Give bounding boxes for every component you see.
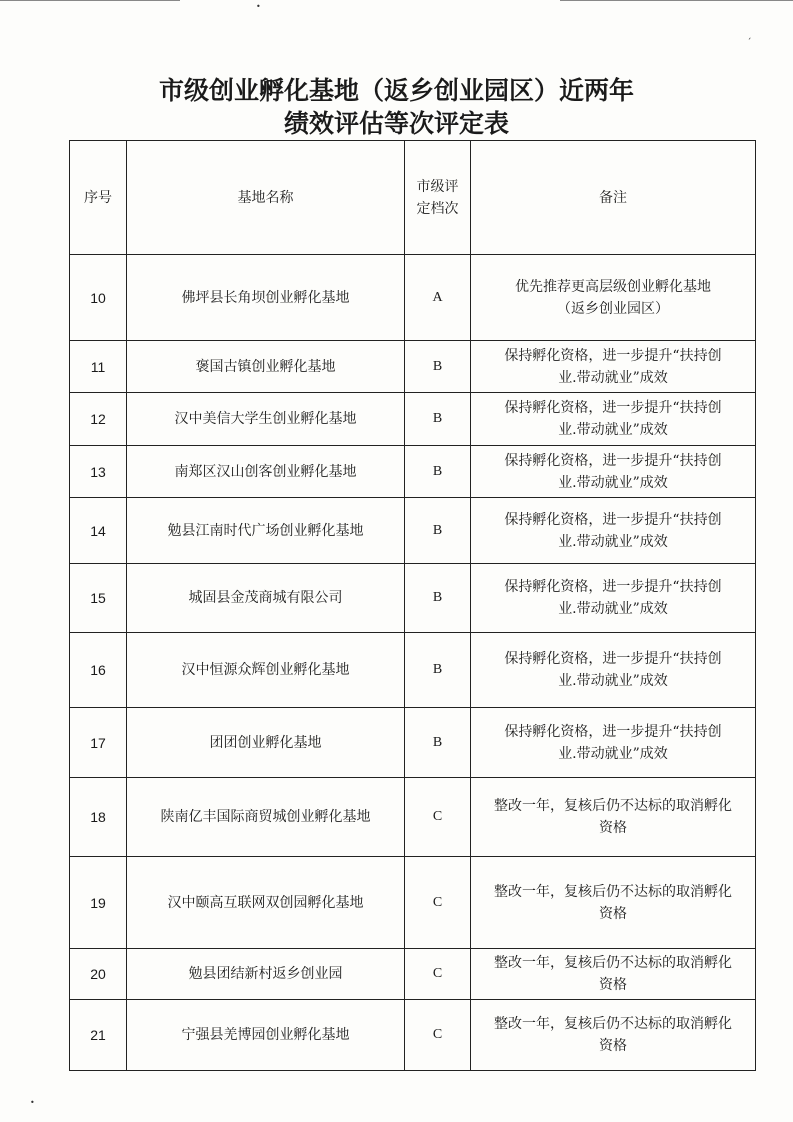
cell-level: B (405, 498, 471, 564)
cell-no: 16 (70, 633, 127, 708)
note-line2: 业.带动就业”成效 (558, 422, 668, 438)
note-line2: 业.带动就业”成效 (558, 474, 668, 491)
cell-name: 勉县团结新村返乡创业园 (127, 949, 405, 1000)
note-line1: 保持孵化资格，进一步提升“扶持创 (504, 651, 722, 667)
table-row (70, 708, 756, 778)
note-line2: 资格 (599, 977, 627, 993)
cell-note (471, 255, 756, 341)
cell-level: C (405, 857, 471, 949)
note-line1: 整改一年，复核后仍不达标的取消孵化 (494, 798, 732, 814)
cell-note (471, 949, 756, 1000)
page-title-line1: 市级创业孵化基地（返乡创业园区）近两年 (158, 76, 634, 105)
table-row (70, 1000, 756, 1071)
note-line1: 保持孵化资格，进一步提升“扶持创 (504, 452, 722, 469)
cell-no: 18 (70, 778, 127, 857)
cell-no: 10 (70, 255, 127, 341)
scan-speck: • (256, 2, 261, 11)
note-line2: （返乡创业园区） (557, 300, 669, 317)
cell-no: 14 (70, 498, 127, 564)
header-level-line1: 市级评 (416, 178, 459, 195)
scan-edge-line (0, 0, 180, 1)
note-line2: 资格 (599, 820, 627, 836)
cell-level: A (405, 255, 471, 341)
cell-no: 21 (70, 1000, 127, 1071)
scan-speck: ˊ (747, 38, 752, 48)
cell-level: B (405, 633, 471, 708)
note-line2: 业.带动就业”成效 (558, 601, 668, 617)
note-line1: 保持孵化资格，进一步提升“扶持创 (504, 400, 722, 416)
header-no: 序号 (70, 141, 127, 255)
table-row (70, 633, 756, 708)
cell-name: 汉中恒源众辉创业孵化基地 (127, 633, 405, 708)
header-level (405, 141, 471, 255)
note-line1: 整改一年，复核后仍不达标的取消孵化 (494, 1016, 732, 1032)
cell-level: B (405, 564, 471, 633)
cell-name: 南郑区汉山创客创业孵化基地 (127, 446, 405, 498)
note-line1: 整改一年，复核后仍不达标的取消孵化 (494, 883, 732, 900)
table-row (70, 498, 756, 564)
cell-name: 宁强县羌博园创业孵化基地 (127, 1000, 405, 1071)
note-line1: 保持孵化资格，进一步提升“扶持创 (504, 511, 722, 528)
cell-name: 陕南亿丰国际商贸城创业孵化基地 (127, 778, 405, 857)
note-line2: 资格 (599, 1038, 627, 1054)
cell-note (471, 564, 756, 633)
scan-edge-line (560, 0, 793, 1)
note-line2: 业.带动就业”成效 (558, 673, 668, 689)
note-line1: 优先推荐更高层级创业孵化基地 (515, 278, 711, 295)
cell-level: C (405, 949, 471, 1000)
cell-name: 佛坪县长角坝创业孵化基地 (127, 255, 405, 341)
cell-no: 12 (70, 393, 127, 446)
note-line2: 业.带动就业”成效 (558, 533, 668, 550)
cell-no: 17 (70, 708, 127, 778)
cell-note (471, 393, 756, 446)
header-level-line2: 定档次 (416, 200, 459, 217)
header-name: 基地名称 (127, 141, 405, 255)
table-row (70, 564, 756, 633)
note-line1: 整改一年，复核后仍不达标的取消孵化 (494, 955, 732, 971)
table-row (70, 778, 756, 857)
cell-note (471, 778, 756, 857)
table-row (70, 341, 756, 393)
cell-note (471, 498, 756, 564)
note-line1: 保持孵化资格，进一步提升“扶持创 (504, 579, 722, 595)
cell-name: 褒国古镇创业孵化基地 (127, 341, 405, 393)
table-row (70, 949, 756, 1000)
cell-level: B (405, 393, 471, 446)
cell-name: 团团创业孵化基地 (127, 708, 405, 778)
cell-no: 20 (70, 949, 127, 1000)
note-line2: 业.带动就业”成效 (558, 369, 668, 386)
cell-level: B (405, 446, 471, 498)
table-header-row (70, 141, 756, 255)
cell-level: B (405, 341, 471, 393)
page-title-line2: 绩效评估等次评定表 (283, 109, 509, 138)
header-note: 备注 (471, 141, 756, 255)
cell-note (471, 1000, 756, 1071)
cell-no: 13 (70, 446, 127, 498)
note-line2: 资格 (599, 905, 627, 922)
note-line1: 保持孵化资格，进一步提升“扶持创 (504, 347, 722, 364)
cell-name: 勉县江南时代广场创业孵化基地 (127, 498, 405, 564)
note-line2: 业.带动就业”成效 (558, 745, 668, 762)
cell-note (471, 857, 756, 949)
cell-name: 城固县金茂商城有限公司 (127, 564, 405, 633)
table-row (70, 446, 756, 498)
scan-speck: • (30, 1098, 35, 1107)
cell-no: 19 (70, 857, 127, 949)
cell-name: 汉中颐高互联网双创园孵化基地 (127, 857, 405, 949)
table-row (70, 857, 756, 949)
cell-note (471, 446, 756, 498)
cell-note (471, 633, 756, 708)
cell-no: 11 (70, 341, 127, 393)
cell-level: C (405, 1000, 471, 1071)
table-row (70, 255, 756, 341)
note-line1: 保持孵化资格，进一步提升“扶持创 (504, 723, 722, 740)
cell-no: 15 (70, 564, 127, 633)
cell-note (471, 708, 756, 778)
cell-level: C (405, 778, 471, 857)
evaluation-table (69, 140, 756, 1071)
cell-level: B (405, 708, 471, 778)
cell-note (471, 341, 756, 393)
cell-name: 汉中美信大学生创业孵化基地 (127, 393, 405, 446)
table-row (70, 393, 756, 446)
